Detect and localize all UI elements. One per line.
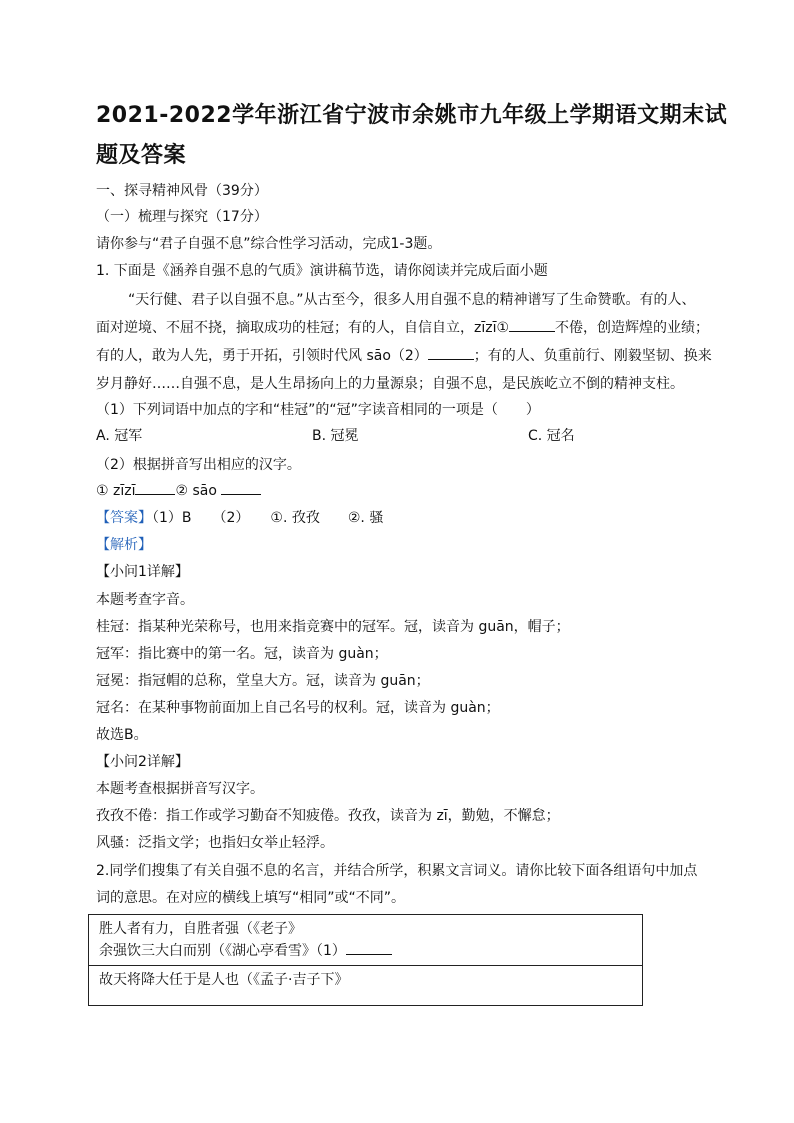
- fill-blank: [346, 942, 392, 955]
- passage-line: “天行健、君子以自强不息。”从古至今，很多人用自强不息的精神谱写了生命赞歌。有的人、: [128, 292, 696, 308]
- passage-line: [96, 318, 709, 338]
- analysis-line: 故选B。: [96, 727, 148, 743]
- intro-text: 请你参与“君子自强不息”综合性学习活动，完成1-3题。: [96, 236, 442, 252]
- detail-heading: 【小问1详解】: [96, 564, 189, 580]
- quote-text: 余强饮三大白而别（《湖心亭看雪》（1）: [99, 943, 346, 959]
- fill-blank: [509, 319, 555, 332]
- subsection-heading: （一）梳理与探究（17分）: [96, 209, 268, 225]
- analysis-line: 桂冠：指某种光荣称号，也用来指竞赛中的冠军。冠，读音为 guān，帽子；: [96, 619, 570, 635]
- question-1-stem: 1. 下面是《涵养自强不息的气质》演讲稿节选，请你阅读并完成后面小题: [96, 263, 548, 279]
- analysis-label: 【解析】: [96, 537, 152, 553]
- answer-label: 【答案】: [96, 510, 152, 526]
- answer-text: （1）B （2） ①. 孜孜 ②. 骚: [152, 510, 384, 526]
- table-row: [89, 966, 643, 1006]
- analysis-line: 孜孜不倦：指工作或学习勤奋不知疲倦。孜孜，读音为 zī，勤勉，不懈怠；: [96, 808, 560, 824]
- option-c: C. 冠名: [528, 428, 575, 444]
- fill-blank: [221, 482, 261, 495]
- section-heading: 一、探寻精神风骨（39分）: [96, 183, 268, 199]
- passage-line: [96, 346, 712, 366]
- comparison-table: [88, 914, 643, 1006]
- page-title: 2021-2022学年浙江省宁波市余姚市九年级上学期语文期末试题及答案: [96, 103, 728, 168]
- option-b: B. 冠冕: [312, 428, 359, 444]
- passage-text: 不倦，创造辉煌的业绩；: [555, 320, 710, 336]
- fill-blank: [135, 482, 175, 495]
- analysis-line: 冠名：在某种事物前面加上自己名号的权利。冠，读音为 guàn；: [96, 700, 500, 716]
- analysis-line: 冠军：指比赛中的第一名。冠，读音为 guàn；: [96, 646, 388, 662]
- sub-question-2: （2）根据拼音写出相应的汉字。: [96, 457, 301, 473]
- table-cell: [89, 966, 643, 1006]
- quote-text: 胜人者有力，自胜者强（《老子》: [99, 921, 302, 937]
- analysis-line: 冠冕：指冠帽的总称，堂皇大方。冠，读音为 guān；: [96, 673, 430, 689]
- passage-text: 面对逆境、不屈不挠，摘取成功的桂冠；有的人，自信自立，zīzī①: [96, 320, 510, 336]
- fill-blank: [428, 347, 474, 360]
- answer-line: [96, 508, 383, 528]
- analysis-line: 本题考查字音。: [96, 592, 194, 608]
- sub-question-1: （1）下列词语中加点的字和“桂冠”的“冠”字读音相同的一项是（ ）: [96, 402, 540, 418]
- passage-line: 岁月静好……自强不息，是人生昂扬向上的力量源泉；自强不息，是民族屹立不倒的精神支柱。: [96, 376, 684, 392]
- passage-text: ；有的人、负重前行、刚毅坚韧、换来: [473, 348, 712, 364]
- option-a: A. 冠军: [96, 428, 143, 444]
- quote-line: [99, 940, 632, 962]
- question-2-stem: 2.同学们搜集了有关自强不息的名言，并结合所学，积累文言词义。请你比较下面各组语句中加点: [96, 863, 698, 879]
- table-cell: [89, 915, 643, 966]
- analysis-line: 风骚：泛指文学；也指妇女举止轻浮。: [96, 835, 334, 851]
- quote-text: 故天将降大任于是人也（《孟子·吉子下》: [99, 972, 349, 988]
- detail-heading: 【小问2详解】: [96, 754, 189, 770]
- question-2-stem: 词的意思。在对应的横线上填写“相同”或“不同”。: [96, 890, 406, 906]
- analysis-line: 本题考查根据拼音写汉字。: [96, 781, 264, 797]
- pinyin-a: ① zīzī: [96, 483, 136, 499]
- pinyin-b: ② sāo: [175, 483, 217, 499]
- table-row: [89, 915, 643, 966]
- pinyin-line: [96, 481, 261, 501]
- passage-text: 有的人，敢为人先，勇于开拓，引领时代风 sāo（2）: [96, 348, 428, 364]
